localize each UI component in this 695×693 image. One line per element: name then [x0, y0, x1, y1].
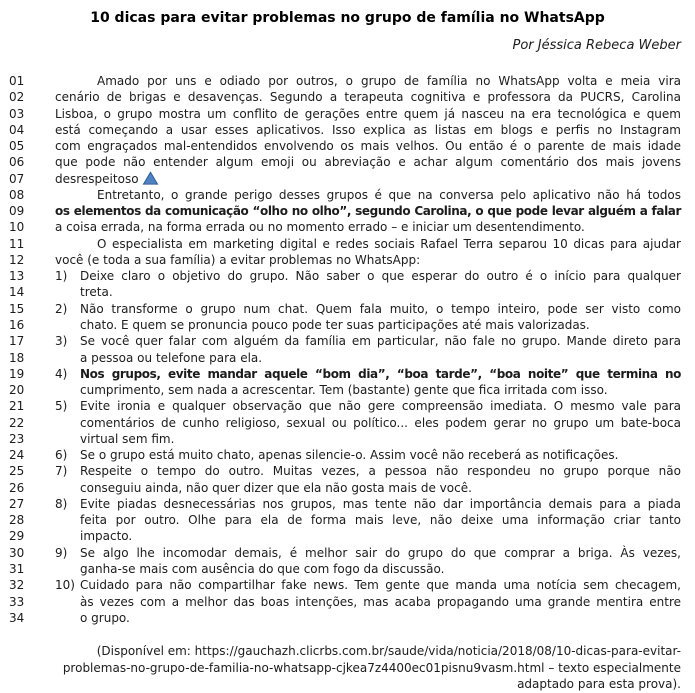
line-number: 34	[9, 610, 25, 625]
text-line	[0, 317, 695, 333]
line-text-content: Se o grupo está muito chato, apenas silencie-o. Assim você não receberá as notificações.	[80, 448, 619, 463]
text-line	[0, 528, 695, 544]
line-text-content: você (e toda a sua família) a evitar problemas no WhatsApp:	[55, 252, 421, 267]
list-marker	[55, 431, 80, 447]
line-number: 13	[9, 269, 25, 284]
line-text-content: os elementos da comunicação “olho no olho”, segundo Carolina, o que pode levar alguém a falar	[55, 204, 681, 219]
line-number: 02	[9, 90, 25, 105]
list-marker: 3)	[55, 334, 68, 349]
source-citation	[0, 643, 695, 693]
line-number: 03	[9, 106, 25, 121]
line-number: 17	[9, 334, 25, 349]
line-number: 06	[9, 155, 25, 170]
source-citation-line: adaptado para esta prova).	[517, 677, 681, 692]
list-marker: 5)	[55, 399, 68, 414]
text-line	[0, 577, 695, 593]
list-marker	[55, 610, 80, 626]
line-number: 30	[9, 545, 25, 560]
line-text	[55, 73, 695, 89]
line-text-content: Evite piadas desnecessárias nos grupos, mas tente não dar importância demais para a piada	[80, 496, 681, 511]
text-line	[0, 122, 695, 138]
text-line	[0, 219, 695, 235]
line-number: 24	[9, 448, 25, 463]
body-text	[0, 73, 695, 626]
line-number: 19	[9, 366, 25, 381]
line-text-content: comentários de cunho religioso, sexual ou político... eles podem gerar no grupo um bate-boca	[80, 415, 681, 430]
line-text-content: O especialista em marketing digital e redes sociais Rafael Terra separou 10 dicas para ajudar	[97, 236, 681, 251]
line-text	[80, 610, 695, 626]
line-text	[55, 171, 695, 187]
line-text-content: conseguiu ainda, não quer dizer que ela não gosta mais de você.	[80, 480, 472, 495]
list-marker: 2)	[55, 301, 68, 316]
line-text-content: Evite ironia e qualquer observação que não gere compreensão imediata. O mesmo vale para	[80, 399, 681, 414]
line-text-content: está começando a usar esses aplicativos. Isso explica as listas em blogs e perfis no Instagram	[55, 122, 681, 137]
list-marker	[55, 512, 80, 528]
line-text	[55, 122, 695, 138]
line-text	[80, 512, 695, 528]
text-line	[0, 431, 695, 447]
line-text-content: desrespeitoso	[55, 171, 139, 186]
line-number: 05	[9, 139, 25, 154]
list-marker: 9)	[55, 545, 68, 560]
line-text	[55, 187, 695, 203]
line-text-content: com engraçados mal-entendidos envolvendo os mais velhos. Ou então é o parente de mais idade	[55, 139, 681, 154]
line-text	[55, 106, 695, 122]
text-line	[0, 480, 695, 496]
line-text	[55, 203, 695, 219]
line-number: 07	[9, 171, 25, 186]
line-number: 27	[9, 496, 25, 511]
text-line	[0, 171, 695, 187]
text-line	[0, 73, 695, 89]
line-text-content: a coisa errada, na forma errada ou no momento errado – e iniciar um desentendimento.	[55, 220, 585, 235]
line-number: 01	[9, 74, 25, 88]
text-line	[0, 350, 695, 366]
line-text	[80, 463, 695, 479]
text-line	[0, 284, 695, 300]
line-number: 15	[9, 301, 25, 316]
line-text-content: Respeite o tempo do outro. Muitas vezes, a pessoa não respondeu no grupo porque não	[80, 464, 681, 479]
list-marker	[55, 415, 80, 431]
line-text	[80, 268, 695, 284]
line-number: 21	[9, 399, 25, 414]
line-number: 11	[9, 236, 25, 251]
line-number: 26	[9, 480, 25, 495]
text-line	[0, 89, 695, 105]
list-marker	[55, 528, 80, 544]
line-text-content: chato. E quem se pronuncia pouco pode ter suas participações até mais valorizadas.	[80, 317, 590, 332]
line-text	[80, 528, 695, 544]
line-number: 12	[9, 252, 25, 267]
line-text	[80, 561, 695, 577]
line-text	[80, 545, 695, 561]
line-text-content: cenário de brigas e desavenças. Segundo a terapeuta cognitiva e professora da PUCRS, Carolina	[55, 90, 681, 105]
line-text-content: Cuidado para não compartilhar fake news. Tem gente que manda uma notícia sem checagem,	[80, 578, 681, 593]
line-text	[80, 431, 695, 447]
list-marker	[55, 284, 80, 300]
line-text-content: virtual sem fim.	[80, 431, 175, 446]
line-number: 25	[9, 464, 25, 479]
line-text-content: Não transforme o grupo num chat. Quem fala muito, o tempo inteiro, pode ser visto como	[80, 301, 681, 316]
line-text	[55, 138, 695, 154]
list-marker: 8)	[55, 496, 68, 511]
line-text-content: às vezes com a melhor das boas intenções, mas acaba propagando uma grande mentira entre	[80, 594, 681, 609]
line-text	[80, 350, 695, 366]
line-text	[80, 284, 695, 300]
text-line	[0, 236, 695, 252]
line-text	[80, 415, 695, 431]
text-line	[0, 496, 695, 512]
line-text	[80, 366, 695, 382]
line-number: 29	[9, 529, 25, 544]
line-text-content: cumprimento, sem nada a acrescentar. Tem (bastante) gente que fica irritada com isso.	[80, 383, 608, 398]
line-text-content: Nos grupos, evite mandar aquele “bom dia”, “boa tarde”, “boa noite” que termina no	[80, 366, 681, 381]
text-line	[0, 106, 695, 122]
line-text-content: Se algo lhe incomodar demais, é melhor sair do grupo do que comprar a briga. Às vezes,	[80, 545, 681, 560]
list-marker	[55, 350, 80, 366]
source-citation-line: (Disponível em: https://gauchazh.clicrbs.com.br/saude/vida/noticia/2018/08/10-dicas-para-evitar-	[96, 644, 681, 659]
line-text	[80, 301, 695, 317]
blue-triangle-icon	[142, 171, 159, 185]
line-text-content: treta.	[80, 285, 113, 300]
text-line	[0, 366, 695, 382]
byline: Por Jéssica Rebeca Weber	[512, 38, 681, 53]
line-text	[80, 398, 695, 414]
text-line	[0, 333, 695, 349]
line-text	[80, 594, 695, 610]
line-number: 08	[9, 187, 25, 202]
text-line	[0, 610, 695, 626]
text-line	[0, 382, 695, 398]
line-text	[80, 480, 695, 496]
line-number: 16	[9, 317, 25, 332]
text-line	[0, 512, 695, 528]
list-marker	[55, 317, 80, 333]
list-marker	[55, 480, 80, 496]
line-text	[55, 219, 695, 235]
list-marker	[55, 561, 80, 577]
list-marker: 6)	[55, 448, 68, 463]
line-number: 33	[9, 594, 25, 609]
text-line	[0, 301, 695, 317]
text-line	[0, 187, 695, 203]
list-marker	[55, 382, 80, 398]
line-number: 32	[9, 578, 25, 593]
line-number: 10	[9, 220, 25, 235]
line-text-content: Amado por uns e odiado por outros, o grupo de família no WhatsApp volta e meia vira	[97, 74, 681, 88]
line-number: 28	[9, 513, 25, 528]
text-line	[0, 545, 695, 561]
line-text-content: ganha-se mais com ausência do que com fogo da discussão.	[80, 561, 445, 576]
text-line	[0, 138, 695, 154]
list-marker: 10)	[55, 578, 75, 593]
page-title: 10 dicas para evitar problemas no grupo de família no WhatsApp	[90, 10, 605, 26]
line-number: 20	[9, 383, 25, 398]
line-number: 23	[9, 431, 25, 446]
text-line	[0, 463, 695, 479]
line-text-content: Lisboa, o grupo mostra um conflito de gerações entre quem já nasceu na era tecnológica e quem	[55, 106, 681, 121]
line-text	[80, 577, 695, 593]
line-number: 14	[9, 285, 25, 300]
line-text	[80, 382, 695, 398]
text-line	[0, 415, 695, 431]
line-text	[55, 236, 695, 252]
line-text	[80, 317, 695, 333]
line-text	[80, 333, 695, 349]
line-text-content: Se você quer falar com alguém da família em particular, não fale no grupo. Mande direto para	[80, 334, 681, 349]
list-marker: 7)	[55, 464, 68, 479]
line-number: 09	[9, 204, 25, 219]
text-line	[0, 398, 695, 414]
text-line	[0, 268, 695, 284]
line-number: 22	[9, 415, 25, 430]
line-text-content: Entretanto, o grande perigo desses grupos é que na conversa pelo aplicativo não há todos	[97, 187, 681, 202]
list-marker: 4)	[55, 366, 68, 381]
line-text-content: a pessoa ou telefone para ela.	[80, 350, 263, 365]
line-number: 31	[9, 561, 25, 576]
line-text-content: feita por outro. Olhe para ela de forma mais leve, não deixe uma informação criar tanto	[80, 513, 681, 528]
text-line	[0, 594, 695, 610]
list-marker: 1)	[55, 269, 68, 284]
text-line	[0, 447, 695, 463]
text-line	[0, 154, 695, 170]
line-text	[80, 496, 695, 512]
line-text-content: o grupo.	[80, 610, 130, 625]
line-number: 18	[9, 350, 25, 365]
text-line	[0, 252, 695, 268]
line-text	[55, 252, 695, 268]
text-line	[0, 203, 695, 219]
line-text-content: que pode não entender algum emoji ou abreviação e achar algum comentário dos mais jovens	[55, 155, 681, 170]
source-citation-line: problemas-no-grupo-de-familia-no-whatsapp-cjkea7z4400ec01pisnu9vasm.html – texto especialmente	[62, 660, 681, 675]
line-text	[55, 89, 695, 105]
line-text-content: impacto.	[80, 529, 133, 544]
list-marker	[55, 594, 80, 610]
line-number: 04	[9, 122, 25, 137]
line-text	[55, 154, 695, 170]
line-text	[80, 447, 695, 463]
text-line	[0, 561, 695, 577]
line-text-content: Deixe claro o objetivo do grupo. Não saber o que esperar do outro é o início para qualquer	[80, 269, 681, 284]
